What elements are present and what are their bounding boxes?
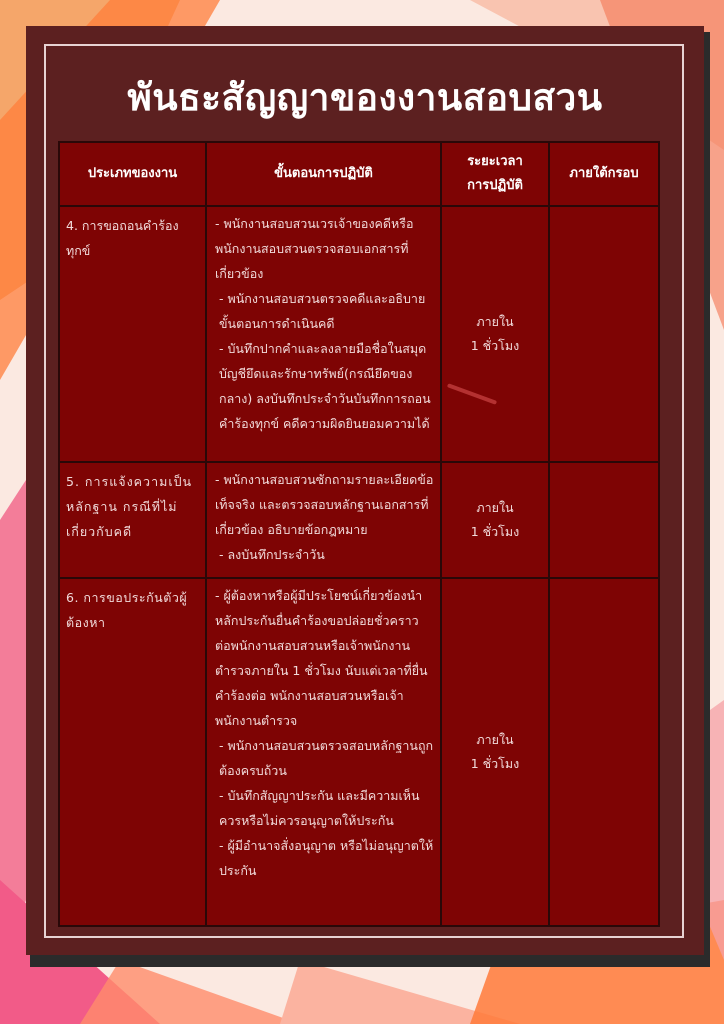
header-duration-line2: การปฏิบัติ: [467, 178, 523, 193]
header-duration-line1: ระยะเวลา: [467, 154, 523, 169]
table-row: [60, 463, 658, 579]
header-procedure: ขั้นตอนการปฏิบัติ: [207, 143, 442, 205]
row-steps: [207, 463, 442, 577]
step-text: - พนักงานสอบสวนตรวจสอบหลักฐานถูกต้องครบถ้วน: [219, 738, 434, 778]
procedure-table: [58, 141, 660, 927]
row-topic: 5. การแจ้งความเป็นหลักฐาน กรณีที่ไม่เกี่ยวกับคดี: [60, 463, 207, 577]
step-text: - พนักงานสอบสวนเวรเจ้าของคดีหรือพนักงานสอบสวนตรวจสอบเอกสารที่เกี่ยวข้อง: [215, 216, 414, 281]
row-duration: [442, 207, 550, 461]
page-title: พันธะสัญญาของงานสอบสวน: [127, 76, 603, 119]
row-framework: [550, 579, 658, 925]
step-text: - พนักงานสอบสวนซักถามรายละเอียดข้อเท็จจริง และตรวจสอบหลักฐานเอกสารที่ เกี่ยวข้อง อธิบายข้อกฎหมาย: [215, 472, 434, 537]
poster-panel: [26, 26, 704, 955]
header-duration: [442, 143, 550, 205]
header-work-type: ประเภทของงาน: [60, 143, 207, 205]
step-text: - พนักงานสอบสวนตรวจคดีและอธิบายขั้นตอนการดำเนินคดี: [219, 291, 426, 331]
duration-line1: ภายใน: [476, 500, 514, 515]
duration-line1: ภายใน: [476, 314, 514, 329]
row-steps: [207, 579, 442, 925]
duration-line1: ภายใน: [476, 732, 514, 747]
step-text: - ผู้มีอำนาจสั่งอนุญาต หรือไม่อนุญาตให้ประกัน: [219, 838, 434, 878]
step-text: - ผู้ต้องหาหรือผู้มีประโยชน์เกี่ยวข้องนำหลักประกันยื่นคำร้องขอปล่อยชั่วคราวต่อพนักงานสอบสวนหรือเจ้าพนักงานตำรวจภายใน 1 ชั่วโมง นับแต่เวลาที่ยื่นคำร้องต่อ พนักงานสอบสวนหรือเจ้าพนักงานตำรวจ: [215, 588, 428, 728]
duration-line2: 1 ชั่วโมง: [470, 524, 520, 539]
duration-line2: 1 ชั่วโมง: [470, 338, 520, 353]
table-row: [60, 207, 658, 463]
header-framework: ภายใต้กรอบ: [569, 166, 639, 181]
step-text: - ลงบันทึกประจำวัน: [219, 547, 325, 562]
duration-line2: 1 ชั่วโมง: [470, 756, 520, 771]
table-row: [60, 579, 658, 925]
row-topic: 6. การขอประกันตัวผู้ต้องหา: [60, 579, 207, 925]
row-steps: [207, 207, 442, 461]
row-duration: [442, 463, 550, 577]
row-framework: [550, 463, 658, 577]
row-framework: [550, 207, 658, 461]
row-duration: [442, 579, 550, 925]
step-text: - บันทึกปากคำและลงลายมือชื่อในสมุดบัญชียึดและรักษาทรัพย์(กรณียึดของกลาง) ลงบันทึกประจำวันบันทึกการถอนคำร้องทุกข์ คดีความผิดยินยอมความได้: [219, 341, 431, 431]
step-text: - บันทึกสัญญาประกัน และมีความเห็นควรหรือไม่ควรอนุญาตให้ประกัน: [219, 788, 420, 828]
row-topic: 4. การขอถอนคำร้องทุกข์: [60, 207, 207, 461]
table-header-row: [60, 143, 658, 207]
